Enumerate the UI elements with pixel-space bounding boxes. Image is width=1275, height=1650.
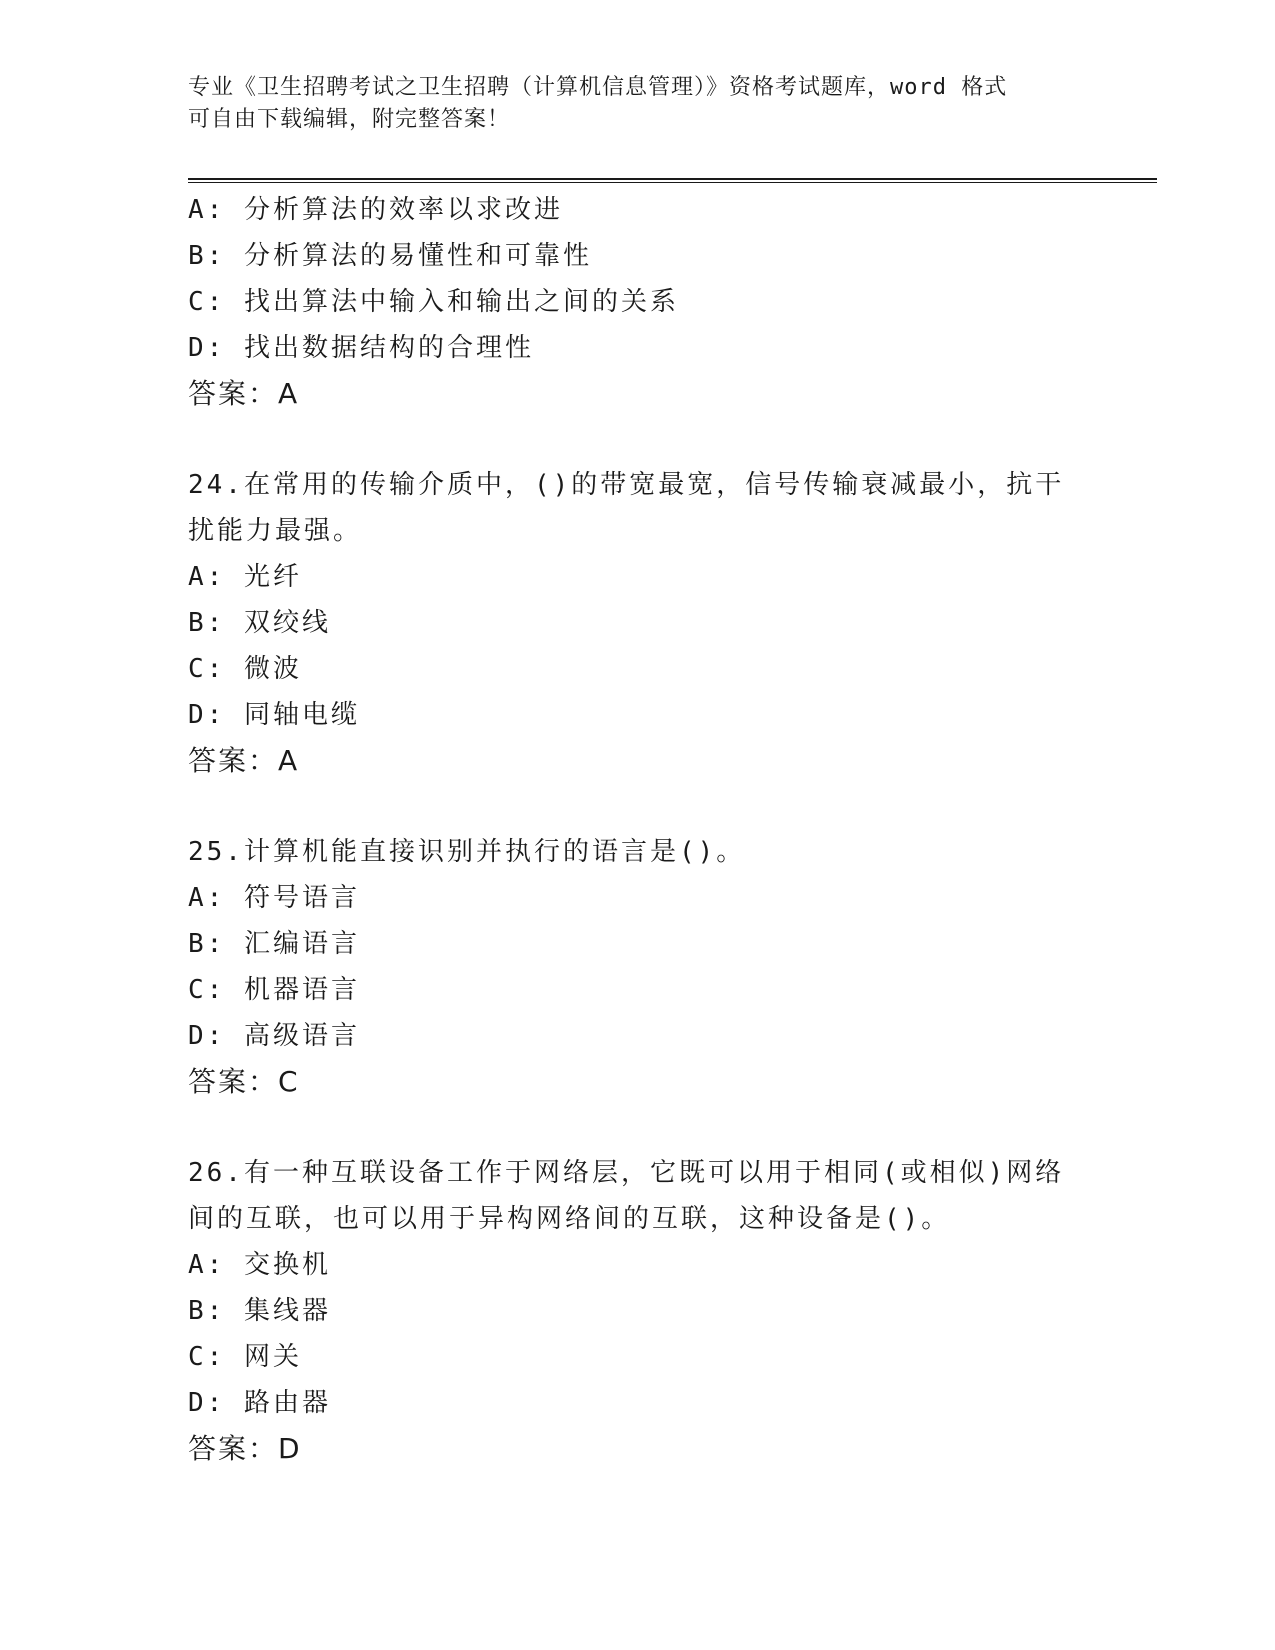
option-b: B: 分析算法的易懂性和可靠性	[188, 241, 592, 271]
option-c: C: 微波	[188, 654, 302, 684]
answer-line: 答案：A	[188, 377, 300, 410]
question-block-23	[188, 187, 1088, 417]
document-header	[188, 72, 1068, 136]
option-a: A: 分析算法的效率以求改进	[188, 195, 563, 225]
option-d: D: 找出数据结构的合理性	[188, 333, 534, 363]
option-c: C: 网关	[188, 1342, 302, 1372]
question-text: 26.有一种互联设备工作于网络层，它既可以用于相同(或相似)网络间的互联，也可以用于异构网络间的互联，这种设备是()。	[188, 1158, 1065, 1234]
question-text: 25.计算机能直接识别并执行的语言是()。	[188, 837, 746, 867]
question-block-25	[188, 829, 1088, 1105]
option-c: C: 机器语言	[188, 975, 360, 1005]
option-a: A: 交换机	[188, 1250, 331, 1280]
header-line-1: 专业《卫生招聘考试之卫生招聘（计算机信息管理）》资格考试题库，word 格式	[188, 75, 1008, 100]
answer-line: 答案：D	[188, 1432, 302, 1465]
option-b: B: 集线器	[188, 1296, 331, 1326]
question-text: 24.在常用的传输介质中，()的带宽最宽，信号传输衰减最小，抗干扰能力最强。	[188, 470, 1065, 546]
question-block-26	[188, 1150, 1088, 1472]
header-line-2: 可自由下载编辑，附完整答案！	[188, 107, 511, 132]
option-a: A: 符号语言	[188, 883, 360, 913]
option-d: D: 高级语言	[188, 1021, 360, 1051]
header-divider	[188, 178, 1157, 183]
question-list	[188, 187, 1088, 1517]
option-b: B: 双绞线	[188, 608, 331, 638]
option-b: B: 汇编语言	[188, 929, 360, 959]
answer-line: 答案：A	[188, 744, 300, 777]
option-a: A: 光纤	[188, 562, 302, 592]
option-d: D: 同轴电缆	[188, 700, 360, 730]
option-d: D: 路由器	[188, 1388, 331, 1418]
answer-line: 答案：C	[188, 1065, 300, 1098]
question-block-24	[188, 462, 1088, 784]
option-c: C: 找出算法中输入和输出之间的关系	[188, 287, 679, 317]
